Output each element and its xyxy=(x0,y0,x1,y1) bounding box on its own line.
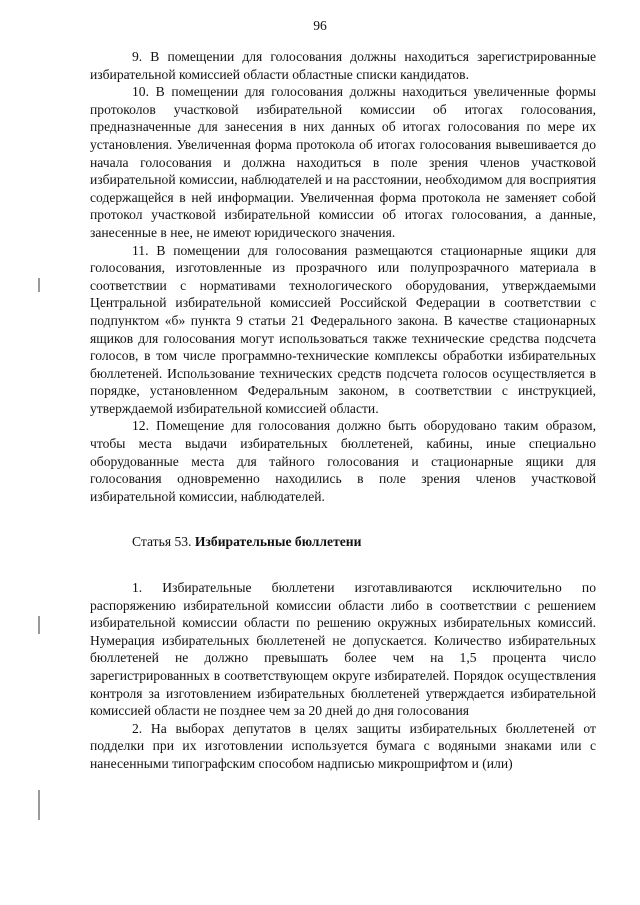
article-heading xyxy=(90,533,596,551)
paragraph-item-1: 1. Избирательные бюллетени изготавливаются исключительно по распоряжению избирательной комиссии области либо в соответствии с решением избирательной комиссии области по решению окружных избирательных комиссий. Нумерация избирательных бюллетеней не допускается. Количество избирательных бюллетеней не должно превышать более чем на 1,5 процента число зарегистрированных в соответствующем округе избирателей. Порядок осуществления контроля за изготовлением избирательных бюллетеней утверждается избирательной комиссией области не позднее чем за 20 дней до дня голосования xyxy=(90,580,596,719)
scan-margin-mark xyxy=(38,278,40,292)
paragraph-item-10: 10. В помещении для голосования должны находиться увеличенные формы протоколов участковой избирательной комиссии об итогах голосования, предназначенные для занесения в них данных об итогах голосования по мере их установления. Увеличенная форма протокола об итогах голосования вывешивается до начала голосования и должна находиться в поле зрения членов участковой избирательной комиссии, наблюдателей и на расстоянии, необходимом для восприятия содержащейся в ней информации. Увеличенная форма протокола не заменяет собой протокол участковой избирательной комиссии об итогах голосования, а данные, занесенные в нее, не имеют юридического значения. xyxy=(90,84,596,240)
page-number: 96 xyxy=(313,18,327,33)
paragraph-item-11: 11. В помещении для голосования размещаются стационарные ящики для голосования, изготовленные из прозрачного или полупрозрачного материала в соответствии с нормативами технологического оборудования, утверждаемыми Центральной избирательной комиссией Российской Федерации в соответствии с подпунктом «б» пункта 9 статьи 21 Федерального закона. В качестве стационарных ящиков для голосования могут использоваться также технические средства подсчета голосов, в том числе программно-технические комплексы обработки избирательных бюллетеней. Использование технических средств подсчета голосов осуществляется в порядке, установленном Федеральным законом, в соответствии с инструкцией, утверждаемой избирательной комиссией области. xyxy=(90,242,596,416)
paragraph-item-2: 2. На выборах депутатов в целях защиты избирательных бюллетеней от подделки при их изготовлении используется бумага с водяными знаками или с нанесенными типографским способом надписью микрошрифтом и (или) xyxy=(90,720,596,771)
article-number: Статья 53. xyxy=(132,534,195,550)
paragraph-item-12: 12. Помещение для голосования должно быть оборудовано таким образом, чтобы места выдачи избирательных бюллетеней, кабины, иные специально оборудованные места для тайного голосования и стационарные ящики для голосования одновременно находились в поле зрения членов участковой избирательной комиссии, наблюдателей. xyxy=(90,418,596,504)
scan-margin-mark xyxy=(38,790,40,820)
paragraph-item-9: 9. В помещении для голосования должны находиться зарегистрированные избирательной комиссией области областные списки кандидатов. xyxy=(90,49,596,82)
scan-margin-mark xyxy=(38,616,40,634)
document-body xyxy=(90,48,596,773)
article-title: Избирательные бюллетени xyxy=(194,534,362,550)
